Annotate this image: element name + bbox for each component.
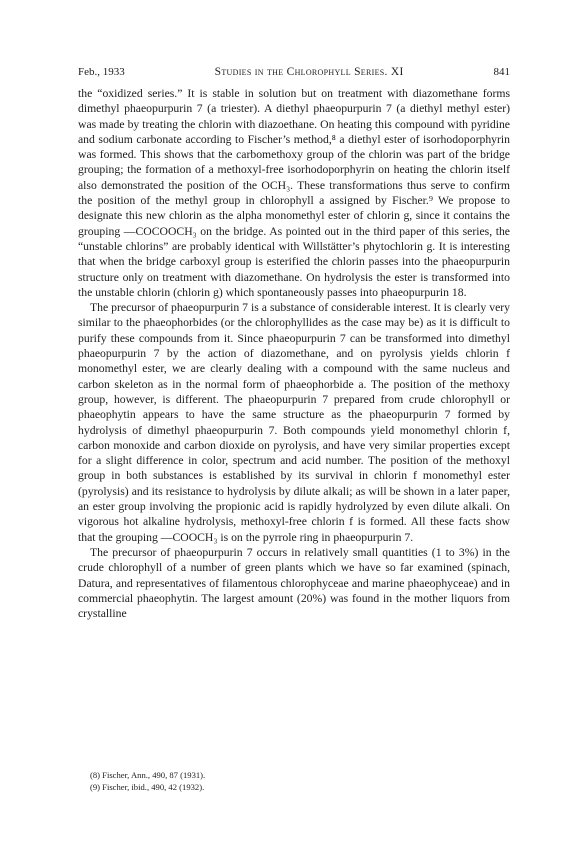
footnotes [90,770,510,793]
article-body [78,86,510,621]
footnote-8: (8) Fischer, Ann., 490, 87 (1931). [90,770,206,780]
paragraph-precursor: The precursor of phaeopurpurin 7 is a substance of considerable interest. It is clearly very similar to the phaeophorbides (or the chlorophyllides as the case may be) as it is difficult to purify these compounds from it. Since phaeopurpurin 7 can be transformed into dimethyl phaeopurpurin 7 by the action of diazomethane, and on pyrolysis yields chlorin f monomethyl ester, we are clearly dealing with a compound with the same nucleus and carbon skeleton as in the normal form of phaeophorbide a. The position of the methoxy group, however, is different. The phaeopurpurin 7 prepared from crude chlorophyll or phaeophytin appears to have the same structure as the phaeopurpurin 7 formed by hydrolysis of dimethyl phaeopurpurin 7. Both compounds yield monomethyl chlorin f, carbon monoxide and carbon dioxide on pyrolysis, and have very similar properties except for a slight difference in color, spectrum and acid number. The position of the methoxyl group in both substances is established by its survival in chlorin f monomethyl ester (pyrolysis) and its resistance to hydrolysis by dilute alkali; as will be shown in a later paper, an ester group involving the propionic acid is rapidly hydrolyzed by even dilute alkali. On vigorous hot alkaline hydrolysis, methoxyl-free chlorin f is formed. All these facts show that the grouping —COOCH₃ is on the pyrrole ring in phaeopurpurin 7. [78,301,510,544]
header-date: Feb., 1933 [78,66,125,78]
page-header [78,66,510,78]
page-number: 841 [493,66,510,78]
paragraph-continued: the “oxidized series.” It is stable in solution but on treatment with diazomethane forms dimethyl phaeopurpurin 7 (a triester). A diethyl phaeopurpurin 7 (a diethyl methyl ester) was made by treating the chlorin with diazoethane. On heating this compound with pyridine and sodium carbonate according to Fischer’s method,⁸ a diethyl ester of isorhodoporphyrin was formed. This shows that the carbomethoxy group of the chlorin was part of the bridge grouping; the formation of a methoxyl-free isorhodoporphyrin on heating the chlorin itself also demonstrated the position of the OCH₃. These transformations thus serve to confirm the position of the methyl group in chlorophyll a assigned by Fischer.⁹ We propose to designate this new chlorin as the alpha monomethyl ester of chlorin g, since it contains the grouping —COCOOCH₃ on the bridge. As pointed out in the third paper of this series, the “unstable chlorins” are probably identical with Willstätter’s phytochlorin g. It is interesting that when the bridge carboxyl group is esterified the chlorin passes into the phaeopurpurin structure only on treatment with diazomethane. On hydrolysis the ester is transformed into the unstable chlorin (chlorin g) which spontaneously passes into phaeopurpurin 18. [78,87,510,299]
paragraph-occurrence: The precursor of phaeopurpurin 7 occurs in relatively small quantities (1 to 3%) in the crude chlorophyll of a number of green plants which we have so far examined (spinach, Datura, and representatives of filamentous chlorophyceae and marine phaeophyceae) and in commercial phaeophytin. The largest amount (20%) was found in the mother liquors from crystalline [78,545,510,621]
running-title: Studies in the Chlorophyll Series. XI [214,66,404,78]
footnote-9: (9) Fischer, ibid., 490, 42 (1932). [90,781,205,792]
